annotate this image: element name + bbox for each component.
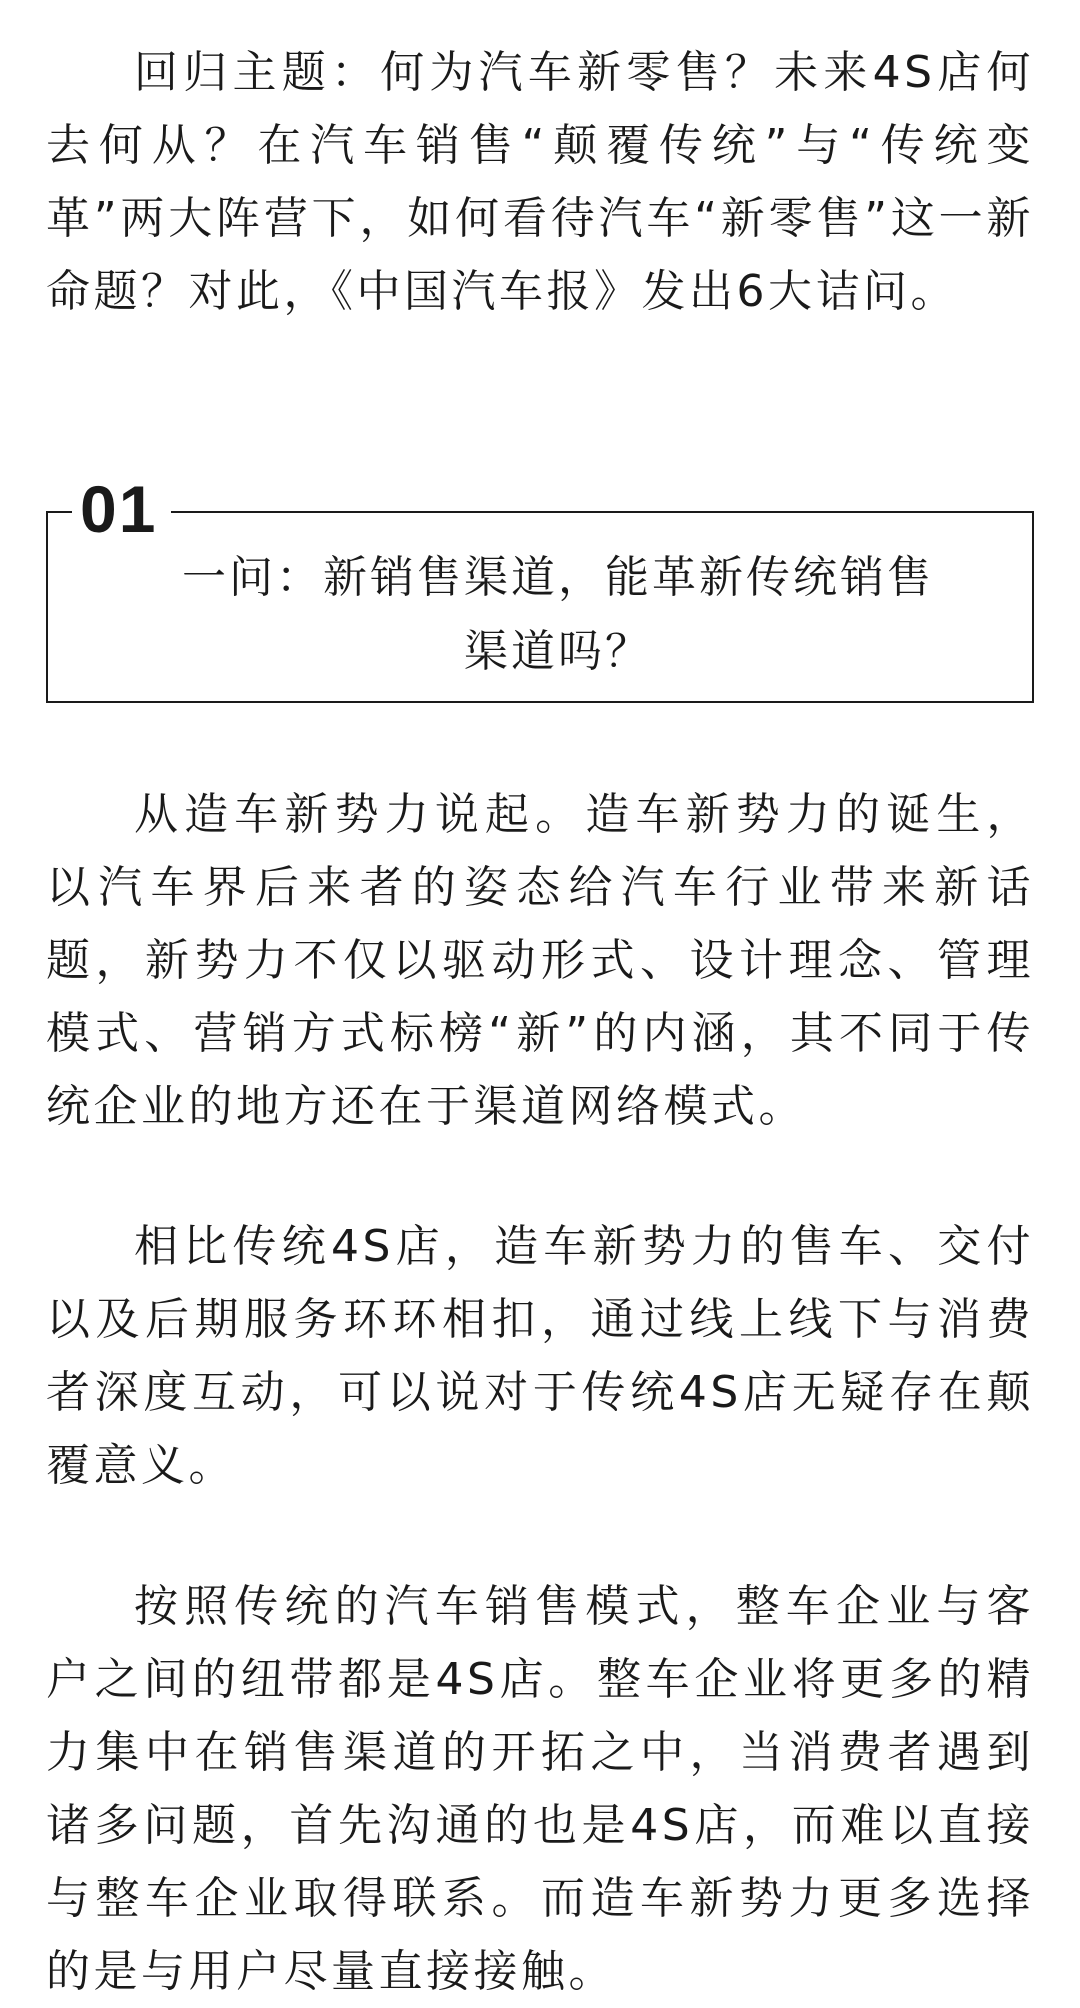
section-number: 01 (72, 473, 171, 545)
intro-paragraph: 回归主题：何为汽车新零售？未来4S店何去何从？在汽车销售“颠覆传统”与“传统变革”两大阵营下，如何看待汽车“新零售”这一新命题？对此，《中国汽车报》发出6大诘问。 (46, 47, 1034, 317)
body-paragraph-3: 按照传统的汽车销售模式，整车企业与客户之间的纽带都是4S店。整车企业将更多的精力集中在销售渠道的开拓之中，当消费者遇到诸多问题，首先沟通的也是4S店，而难以直接与整车企业取得联系。而造车新势力更多选择的是与用户尽量直接接触。 (46, 1581, 1034, 1997)
section-title: 一问：新销售渠道，能革新传统销售渠道吗？ (182, 552, 934, 677)
body-paragraph-1: 从造车新势力说起。造车新势力的诞生，以汽车界后来者的姿态给汽车行业带来新话题，新势力不仅以驱动形式、设计理念、管理模式、营销方式标榜“新”的内涵，其不同于传统企业的地方还在于渠道网络模式。 (46, 789, 1034, 1132)
section-header-box (46, 472, 1034, 703)
body-paragraph-2: 相比传统4S店，造车新势力的售车、交付以及后期服务环环相扣，通过线上线下与消费者深度互动，可以说对于传统4S店无疑存在颠覆意义。 (46, 1221, 1034, 1491)
